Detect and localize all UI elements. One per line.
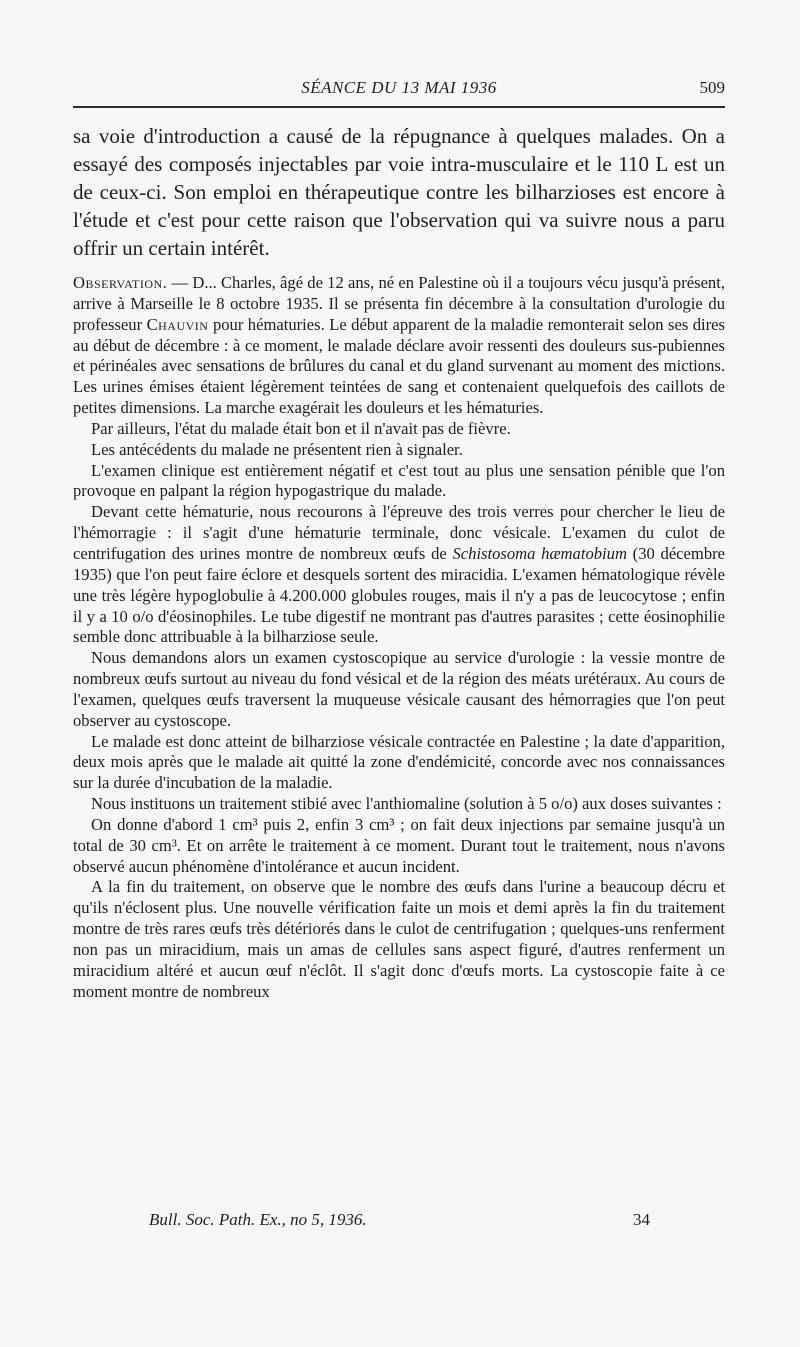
- observation-paragraph-7: Le malade est donc atteint de bilharziose vésicale contractée en Palestine ; la date d'apparition, deux mois après que le malade ait quitté la zone d'endémicité, concorde avec nos connaissances sur la durée d'incubation de la maladie.: [73, 731, 725, 793]
- observation-paragraph-6: Nous demandons alors un examen cystoscopique au service d'urologie : la vessie montre de nombreux œufs surtout au niveau du fond vésical et de la région des méats urétéraux. Au cours de l'examen, quelques œufs traversent la muqueuse vésicale causant des hémorragies que l'on peut observer au cystoscope.: [73, 648, 725, 730]
- page-header: [73, 78, 725, 104]
- intro-paragraph: [73, 122, 725, 262]
- observation-paragraph-5: [73, 502, 725, 648]
- observation-paragraph-10: A la fin du traitement, on observe que le nombre des œufs dans l'urine a beaucoup décru et qu'ils n'éclosent plus. Une nouvelle vérification faite un mois et demi après la fin du traitement montre de très rares œufs très détériorés dans le culot de centrifugation ; quelques-uns renferment non pas un miracidium, mais un amas de cellules sans aspect figuré, d'autres renferment un miracidium altéré et aucun œuf n'éclôt. Il s'agit donc d'œufs morts. La cystoscopie faite à ce moment montre de nombreux: [73, 877, 725, 1001]
- professor-name: Chauvin: [146, 314, 209, 334]
- observation-text-1a: — D... Charles, âgé de 12 ans, né en Palestine où il a toujours vécu jusqu'à présent, arrive à Marseille le 8 octobre 1935. Il se présenta fin décembre à la consultation d'urologie du professeur: [73, 273, 725, 334]
- running-title: SÉANCE DU 13 MAI 1936: [301, 78, 497, 97]
- intro-text: sa voie d'introduction a causé de la répugnance à quelques malades. On a essayé des composés injectables par voie intra-musculaire et le 110 L est un de ceux-ci. Son emploi en thérapeutique contre les bilharzioses est encore à l'étude et c'est pour cette raison que l'observation qui va suivre nous a paru offrir un certain intérêt.: [73, 124, 725, 260]
- signature-mark: 34: [633, 1210, 650, 1229]
- page-number: 509: [699, 78, 725, 97]
- observation-text-5a: Devant cette hématurie, nous recourons à l'épreuve des trois verres pour chercher le lieu de l'hémorragie : il s'agit d'une hématurie terminale, donc vésicale. L'examen du culot de centrifugation des urines montre de nombreux œufs de: [73, 502, 725, 563]
- observation-text-1b: pour hématuries. Le début apparent de la maladie remonterait selon ses dires au début de décembre : à ce moment, le malade déclare avoir ressenti des douleurs sus-pubiennes et périnéales avec sensations de brûlures du canal et du gland survenant au moment des mictions. Les urines émises étaient légèrement teintées de sang et contenaient quelquefois des caillots de petites dimensions. La marche exagérait les douleurs et les hématuries.: [73, 314, 725, 418]
- observation-paragraph-8: Nous instituons un traitement stibié avec l'anthiomaline (solution à 5 o/o) aux doses suivantes :: [91, 794, 722, 814]
- observation-paragraph-1: [73, 273, 725, 419]
- observation-section: [73, 273, 725, 1003]
- observation-paragraph-4: L'examen clinique est entièrement négatif et c'est tout au plus une sensation pénible que l'on provoque en palpant la région hypogastrique du malade.: [73, 460, 725, 501]
- observation-text-5b: (30 décembre 1935) que l'on peut faire éclore et desquels sortent des miracidia. L'examen hématologique révèle une très légère hypoglobulie à 4.200.000 globules rouges, mais il n'y a pas de leucocytose ; enfin il y a 10 o/o d'éosinophiles. Le tube digestif ne montrant pas d'autres parasites ; cette éosinophilie semble donc attribuable à la bilharziose seule.: [73, 543, 726, 647]
- observation-paragraph-3: Les antécédents du malade ne présentent rien à signaler.: [91, 439, 463, 459]
- page-footer: [73, 1210, 725, 1234]
- header-rule: [73, 106, 725, 108]
- observation-paragraph-9: On donne d'abord 1 cm³ puis 2, enfin 3 cm³ ; on fait deux injections par semaine jusqu'à un total de 30 cm³. Et on arrête le traitement à ce moment. Durant tout le traitement, nous n'avons observé aucun phénomène d'intolérance et aucun incident.: [73, 814, 725, 876]
- observation-label: Observation.: [73, 273, 168, 292]
- journal-citation: Bull. Soc. Path. Ex., no 5, 1936.: [149, 1210, 367, 1229]
- observation-paragraph-2: Par ailleurs, l'état du malade était bon et il n'avait pas de fièvre.: [91, 418, 511, 438]
- species-name: Schistosoma hæmatobium: [452, 543, 627, 563]
